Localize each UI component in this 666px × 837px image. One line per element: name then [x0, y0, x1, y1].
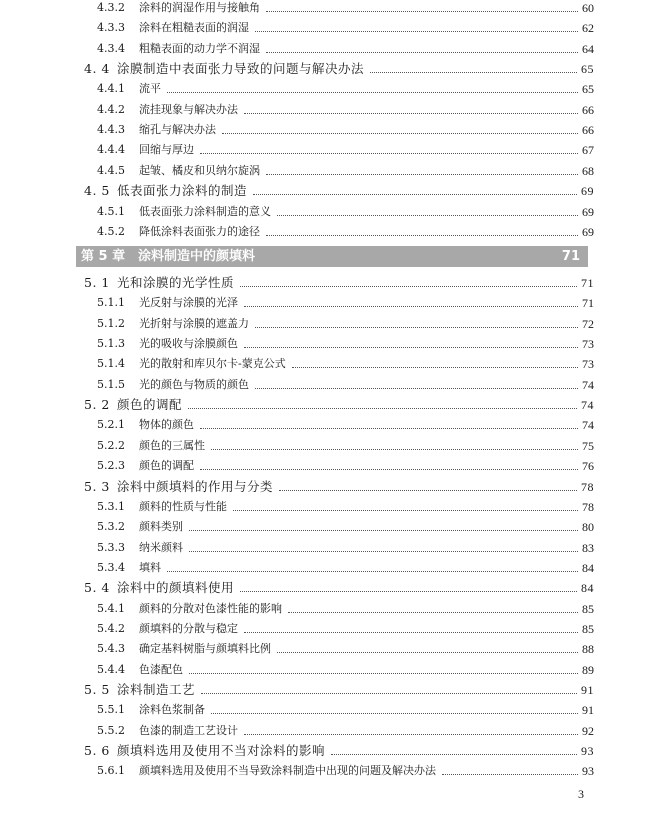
- toc-entry-title: 涂膜制造中表面张力导致的问题与解决办法: [117, 61, 365, 77]
- dot-leader: [240, 590, 577, 592]
- toc-entry-number: 5.2.3: [97, 459, 125, 473]
- chapter-number: 第 5 章: [81, 249, 126, 264]
- toc-subsection-entry[interactable]: [0, 334, 666, 354]
- toc-entry-title: 颜料类别: [139, 520, 183, 534]
- toc-entry-page: 66: [582, 102, 594, 117]
- toc-entry-title: 色漆配色: [139, 662, 183, 676]
- toc-entry-page: 83: [582, 540, 594, 555]
- toc-entry-number: 5.3.2: [97, 520, 125, 534]
- toc-entry-page: 60: [582, 1, 594, 15]
- toc-entry-number: 5.6.1: [97, 764, 125, 778]
- dot-leader: [233, 509, 578, 511]
- toc-subsection-entry[interactable]: [0, 354, 666, 374]
- toc-entry-number: 5. 6: [84, 743, 110, 759]
- toc-entry-page: 74: [582, 377, 594, 392]
- toc-entry-number: 4.4.4: [97, 143, 125, 157]
- toc-subsection-entry[interactable]: [0, 456, 666, 476]
- toc-entry-number: 4.4.2: [97, 102, 125, 116]
- toc-entry-number: 5.1.2: [97, 316, 125, 330]
- toc-entry-title: 涂料中的颜填料使用: [117, 580, 235, 596]
- toc-entry-number: 4. 4: [84, 61, 110, 77]
- toc-entry-title: 光反射与涂膜的光泽: [139, 296, 238, 310]
- toc-entry-page: 91: [581, 683, 594, 697]
- dot-leader: [200, 152, 578, 154]
- toc-entry-title: 光的散射和库贝尔卡-蒙克公式: [139, 357, 286, 371]
- toc-subsection-entry[interactable]: [0, 761, 666, 781]
- toc-subsection-entry[interactable]: [0, 639, 666, 659]
- dot-leader: [266, 10, 578, 12]
- toc-entry-page: 65: [581, 62, 594, 77]
- toc-entry-title: 涂料中颜填料的作用与分类: [117, 478, 274, 494]
- dot-leader: [244, 733, 578, 735]
- toc-subsection-entry[interactable]: [0, 161, 666, 181]
- toc-entry-title: 涂料在粗糙表面的润湿: [139, 21, 249, 35]
- toc-entry-number: 4.5.2: [97, 224, 125, 238]
- toc-entry-page: 65: [582, 82, 594, 97]
- dot-leader: [370, 71, 577, 73]
- dot-leader: [244, 346, 578, 348]
- toc-entry-title: 颜色的调配: [117, 397, 183, 413]
- toc-entry-page: 66: [582, 123, 594, 138]
- toc-entry-title: 回缩与厚边: [139, 143, 194, 157]
- chapter-title: 涂料制造中的颜填料: [138, 249, 256, 264]
- toc-subsection-entry[interactable]: [0, 314, 666, 334]
- toc-entry-page: 93: [582, 764, 594, 779]
- toc-entry-number: 4.4.5: [97, 163, 125, 177]
- toc-entry-page: 64: [582, 41, 594, 56]
- toc-entry-title: 涂料制造工艺: [117, 682, 196, 697]
- toc-entry-page: 88: [582, 642, 594, 657]
- dot-leader: [201, 692, 577, 694]
- toc-entry-page: 84: [581, 581, 594, 596]
- toc-entry-page: 85: [582, 621, 594, 636]
- toc-subsection-entry[interactable]: [0, 120, 666, 140]
- toc-subsection-entry[interactable]: [0, 79, 666, 99]
- toc-entry-number: 4.3.4: [97, 41, 125, 55]
- dot-leader: [279, 489, 577, 491]
- toc-subsection-entry[interactable]: [0, 375, 666, 395]
- toc-subsection-entry[interactable]: [0, 517, 666, 537]
- toc-entry-number: 5.3.1: [97, 499, 125, 513]
- dot-leader: [244, 305, 578, 307]
- toc-entry-number: 5.4.3: [97, 642, 125, 656]
- toc-section-entry[interactable]: [0, 578, 666, 598]
- dot-leader: [240, 285, 577, 287]
- toc-entry-title: 色漆的制造工艺设计: [139, 723, 238, 737]
- toc-entry-title: 颜填料的分散与稳定: [139, 621, 238, 635]
- toc-entry-number: 5.1.3: [97, 337, 125, 351]
- toc-entry-number: 4.3.2: [97, 1, 125, 14]
- toc-entry-title: 物体的颜色: [139, 418, 194, 432]
- toc-entry-page: 72: [582, 316, 594, 331]
- dot-leader: [189, 550, 578, 552]
- toc-entry-page: 84: [582, 560, 594, 575]
- toc-entry-number: 5.5.2: [97, 723, 125, 737]
- toc-entry-number: 5. 5: [84, 682, 110, 697]
- toc-entry-number: 4.4.1: [97, 82, 125, 96]
- dot-leader: [189, 672, 578, 674]
- dot-leader: [288, 611, 578, 613]
- toc-section-entry[interactable]: [0, 680, 666, 700]
- toc-entry-title: 起皱、橘皮和贝纳尔旋涡: [139, 163, 260, 177]
- toc-entry-title: 涂料的润湿作用与接触角: [139, 1, 260, 14]
- toc-entry-number: 5. 3: [84, 478, 110, 494]
- toc-entry-page: 85: [582, 601, 594, 616]
- dot-leader: [188, 407, 577, 409]
- dot-leader: [331, 753, 577, 755]
- dot-leader: [253, 193, 577, 195]
- toc-entry-title: 填料: [139, 560, 161, 574]
- dot-leader: [222, 132, 578, 134]
- toc-section-entry[interactable]: [0, 741, 666, 761]
- toc-entry-page: 69: [582, 204, 594, 219]
- toc-entry-page: 68: [582, 163, 594, 178]
- toc-section-entry[interactable]: [0, 395, 666, 415]
- footer-page-number: 3: [578, 787, 584, 801]
- toc-entry-number: 4.3.3: [97, 21, 125, 35]
- toc-subsection-entry[interactable]: [0, 558, 666, 578]
- toc-entry-page: 76: [582, 459, 594, 474]
- toc-entry-page: 67: [582, 143, 594, 158]
- toc-entry-page: 89: [582, 662, 594, 677]
- toc-entry-number: 5. 2: [84, 397, 110, 413]
- toc-entry-page: 91: [582, 703, 594, 718]
- toc-entry-title: 低表面张力涂料的制造: [117, 183, 248, 199]
- toc-entry-page: 78: [581, 479, 594, 494]
- toc-entry-page: 69: [581, 184, 594, 199]
- toc-entry-title: 颜填料选用及使用不当导致涂料制造中出现的问题及解决办法: [139, 764, 436, 778]
- toc-entry-title: 流挂现象与解决办法: [139, 102, 238, 116]
- toc-entry-number: 5. 1: [84, 275, 110, 290]
- toc-entry-page: 92: [582, 723, 594, 738]
- toc-entry-title: 颜填料选用及使用不当对涂料的影响: [117, 743, 326, 759]
- toc-subsection-entry[interactable]: [0, 599, 666, 619]
- toc-entry-title: 粗糙表面的动力学不润湿: [139, 41, 260, 55]
- toc-entry-page: 93: [581, 744, 594, 759]
- toc-entry-number: 5.4.2: [97, 621, 125, 635]
- dot-leader: [211, 712, 578, 714]
- toc-entry-title: 低表面张力涂料制造的意义: [139, 204, 271, 218]
- dot-leader: [200, 468, 578, 470]
- toc-subsection-entry[interactable]: [0, 538, 666, 558]
- toc-entry-number: 5.1.5: [97, 377, 125, 391]
- toc-entry-number: 4.5.1: [97, 204, 125, 218]
- dot-leader: [292, 366, 578, 368]
- toc-entry-number: 4. 5: [84, 183, 110, 199]
- toc-entry-page: 71: [581, 276, 594, 290]
- dot-leader: [189, 529, 578, 531]
- dot-leader: [167, 91, 578, 93]
- toc-subsection-entry[interactable]: [0, 39, 666, 59]
- dot-leader: [442, 773, 578, 775]
- toc-entry-page: 74: [582, 418, 594, 433]
- toc-section-entry[interactable]: [0, 59, 666, 79]
- toc-entry-title: 确定基料树脂与颜填料比例: [139, 642, 271, 656]
- toc-entry-number: 4.4.3: [97, 123, 125, 137]
- toc-entry-page: 71: [582, 296, 594, 311]
- toc-entry-number: 5.5.1: [97, 703, 125, 717]
- toc-entry-title: 光和涂膜的光学性质: [117, 275, 235, 290]
- toc-entry-title: 缩孔与解决办法: [139, 123, 216, 137]
- toc-entry-number: 5. 4: [84, 580, 110, 596]
- toc-subsection-entry[interactable]: [0, 18, 666, 38]
- toc-entry-page: 62: [582, 21, 594, 36]
- toc-section-entry[interactable]: [0, 477, 666, 497]
- toc-entry-title: 光的颜色与物质的颜色: [139, 377, 249, 391]
- toc-entry-number: 5.3.3: [97, 540, 125, 554]
- toc-entry-page: 74: [581, 398, 594, 413]
- toc-entry-title: 光的吸收与涂膜颜色: [139, 337, 238, 351]
- dot-leader: [266, 51, 578, 53]
- toc-entry-page: 69: [582, 224, 594, 239]
- dot-leader: [255, 30, 578, 32]
- dot-leader: [255, 326, 578, 328]
- toc-entry-title: 降低涂料表面张力的途径: [139, 224, 260, 238]
- dot-leader: [244, 112, 578, 114]
- dot-leader: [266, 173, 578, 175]
- toc-entry-title: 颜色的三属性: [139, 438, 205, 452]
- toc-entry-title: 光折射与涂膜的遮盖力: [139, 316, 249, 330]
- toc-subsection-entry[interactable]: [0, 100, 666, 120]
- toc-section-entry[interactable]: [0, 273, 666, 293]
- toc-subsection-entry[interactable]: [0, 721, 666, 741]
- chapter-page-number: 71: [561, 249, 580, 264]
- toc-subsection-entry[interactable]: [0, 0, 666, 18]
- dot-leader: [266, 234, 578, 236]
- dot-leader: [255, 387, 578, 389]
- toc-entry-page: 80: [582, 520, 594, 535]
- toc-subsection-entry[interactable]: [0, 436, 666, 456]
- toc-entry-page: 73: [582, 337, 594, 352]
- toc-entry-title: 颜料的分散对色漆性能的影响: [139, 601, 282, 615]
- toc-subsection-entry[interactable]: [0, 660, 666, 680]
- dot-leader: [211, 448, 578, 450]
- toc-subsection-entry[interactable]: [0, 140, 666, 160]
- toc-subsection-entry[interactable]: [0, 497, 666, 517]
- toc-subsection-entry[interactable]: [0, 293, 666, 313]
- toc-section-entry[interactable]: [0, 181, 666, 201]
- toc-subsection-entry[interactable]: [0, 202, 666, 222]
- toc-entry-title: 颜色的调配: [139, 459, 194, 473]
- toc-entry-number: 5.4.1: [97, 601, 125, 615]
- toc-entry-page: 73: [582, 357, 594, 372]
- toc-entry-page: 78: [582, 499, 594, 514]
- toc-entry-number: 5.4.4: [97, 662, 125, 676]
- toc-entry-title: 纳米颜料: [139, 540, 183, 554]
- toc-entry-page: 75: [582, 438, 594, 453]
- toc-entry-title: 涂料色浆制备: [139, 703, 205, 717]
- toc-entry-title: 颜料的性质与性能: [139, 499, 227, 513]
- dot-leader: [244, 631, 578, 633]
- toc-entry-number: 5.1.1: [97, 296, 125, 310]
- toc-subsection-entry[interactable]: [0, 700, 666, 720]
- toc-entry-number: 5.1.4: [97, 357, 125, 371]
- toc-subsection-entry[interactable]: [0, 619, 666, 639]
- dot-leader: [167, 570, 578, 572]
- toc-subsection-entry[interactable]: [0, 415, 666, 435]
- dot-leader: [277, 651, 578, 653]
- dot-leader: [277, 214, 578, 216]
- toc-entry-number: 5.2.1: [97, 418, 125, 432]
- toc-subsection-entry[interactable]: [0, 222, 666, 242]
- chapter-heading-bar[interactable]: [76, 246, 588, 267]
- toc-entry-number: 5.2.2: [97, 438, 125, 452]
- dot-leader: [200, 427, 578, 429]
- toc-entry-number: 5.3.4: [97, 560, 125, 574]
- toc-entry-title: 流平: [139, 82, 161, 96]
